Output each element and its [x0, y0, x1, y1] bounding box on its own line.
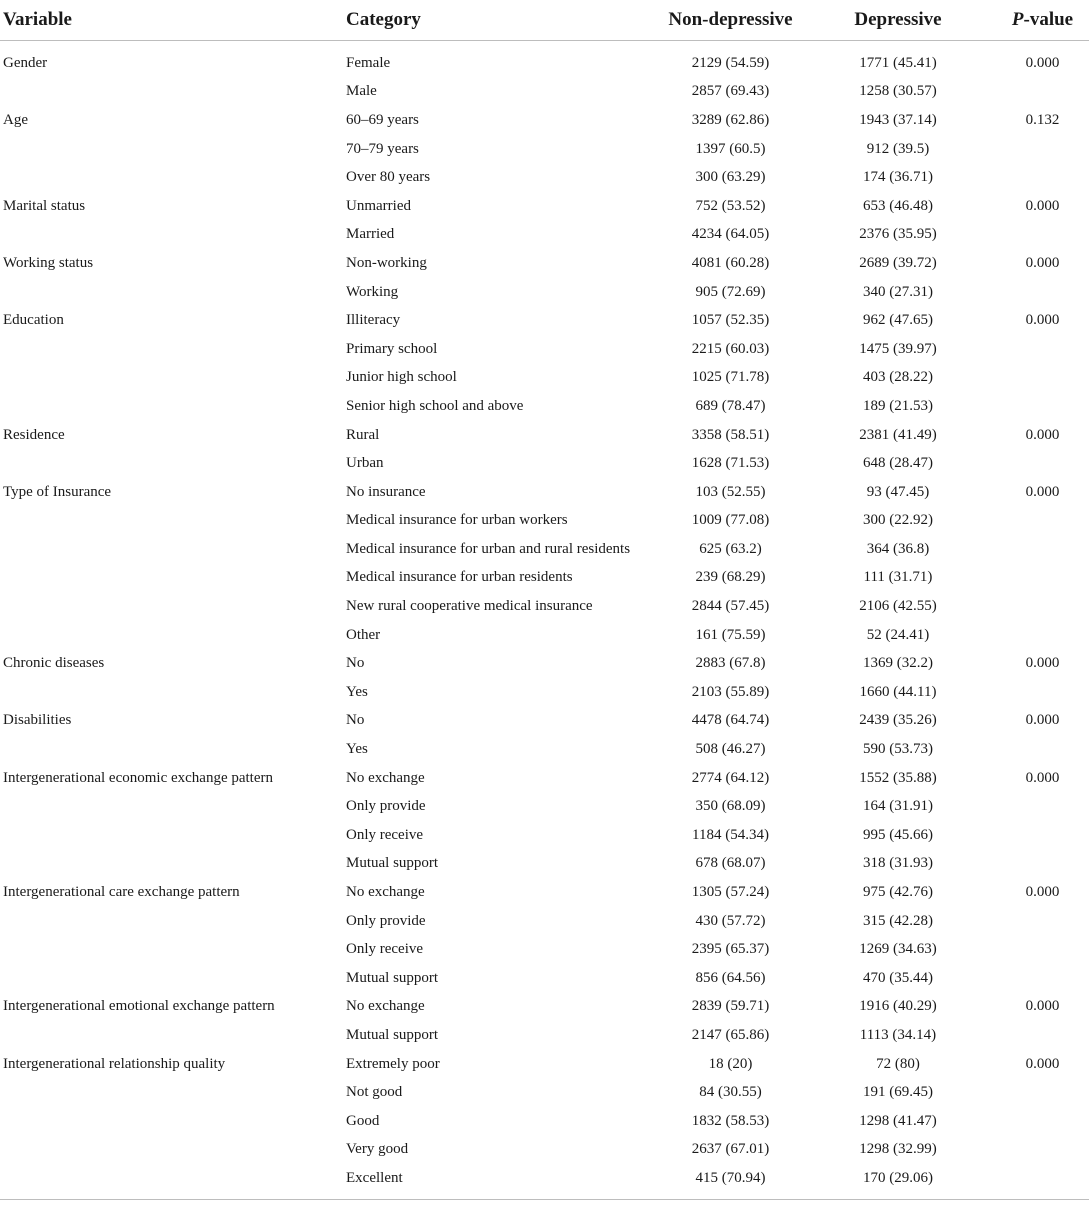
table-row [0, 564, 1089, 593]
cell-depressive: 403 (28.22) [863, 369, 933, 386]
table-row [0, 707, 1089, 736]
cell-category: Excellent [346, 1169, 403, 1186]
cell-non-depressive: 18 (20) [708, 1055, 753, 1072]
cell-variable [0, 135, 346, 164]
cell-variable [0, 735, 346, 764]
cell-category: 70–79 years [346, 140, 419, 157]
table-row [0, 41, 1089, 78]
table-row [0, 878, 1089, 907]
cell-variable: Education [3, 312, 64, 329]
cell-depressive: 2376 (35.95) [859, 226, 937, 243]
cell-depressive: 962 (47.65) [863, 312, 933, 329]
cell-non-depressive: 4234 (64.05) [691, 226, 770, 243]
cell-depressive: 318 (31.93) [863, 855, 933, 872]
cell-depressive: 995 (45.66) [863, 826, 933, 843]
cell-p-value: 0.000 [1025, 483, 1060, 500]
cell-depressive: 912 (39.5) [866, 140, 930, 157]
cell-depressive: 111 (31.71) [863, 569, 933, 586]
cell-depressive: 2381 (41.49) [859, 426, 937, 443]
cell-variable [0, 821, 346, 850]
table-row [0, 678, 1089, 707]
cell-p-value [993, 221, 1089, 250]
cell-p-value: 0.000 [1025, 426, 1060, 443]
cell-p-value: 0.000 [1025, 312, 1060, 329]
cell-non-depressive: 689 (78.47) [695, 397, 766, 414]
table-row [0, 478, 1089, 507]
table-row [0, 507, 1089, 536]
cell-category: 60–69 years [346, 111, 419, 128]
cell-p-value [993, 907, 1089, 936]
cell-depressive: 1475 (39.97) [859, 340, 937, 357]
cell-category: New rural cooperative medical insurance [346, 598, 593, 615]
table-row [0, 907, 1089, 936]
cell-category: Mutual support [346, 1026, 439, 1043]
cell-non-depressive: 905 (72.69) [695, 283, 766, 300]
header-depressive: Depressive [803, 0, 993, 41]
cell-category: Only receive [346, 826, 424, 843]
cell-p-value [993, 335, 1089, 364]
cell-non-depressive: 1305 (57.24) [691, 884, 770, 901]
cell-category: Other [346, 626, 381, 643]
cell-p-value [993, 735, 1089, 764]
cell-non-depressive: 1628 (71.53) [691, 455, 770, 472]
cell-category: Medical insurance for urban and rural residents [346, 540, 631, 557]
cell-variable: Intergenerational relationship quality [3, 1055, 226, 1072]
cell-p-value [993, 1164, 1089, 1199]
cell-depressive: 315 (42.28) [863, 912, 933, 929]
cell-depressive: 93 (47.45) [866, 483, 930, 500]
cell-variable [0, 678, 346, 707]
cell-category: Illiteracy [346, 312, 401, 329]
cell-p-value [993, 1107, 1089, 1136]
cell-non-depressive: 2637 (67.01) [691, 1141, 770, 1158]
cell-non-depressive: 350 (68.09) [695, 798, 766, 815]
cell-non-depressive: 4081 (60.28) [691, 254, 770, 271]
cell-category: Working [346, 283, 399, 300]
cell-variable [0, 1078, 346, 1107]
cell-variable [0, 792, 346, 821]
cell-depressive: 174 (36.71) [863, 169, 933, 186]
table-row [0, 964, 1089, 993]
cell-p-value [993, 135, 1089, 164]
cell-variable [0, 564, 346, 593]
cell-category: Extremely poor [346, 1055, 440, 1072]
cell-variable [0, 907, 346, 936]
header-variable: Variable [0, 0, 346, 41]
cell-non-depressive: 2857 (69.43) [691, 83, 770, 100]
cell-category: Only provide [346, 912, 426, 929]
footer-rule-cell [0, 1199, 1089, 1220]
cell-non-depressive: 2215 (60.03) [691, 340, 770, 357]
header-non-depressive: Non-depressive [658, 0, 803, 41]
table-row [0, 821, 1089, 850]
cell-variable [0, 1107, 346, 1136]
cell-category: Female [346, 54, 391, 71]
cell-p-value: 0.000 [1025, 1055, 1060, 1072]
table-row [0, 1078, 1089, 1107]
cell-non-depressive: 84 (30.55) [699, 1084, 762, 1101]
table-row [0, 850, 1089, 879]
footer-rule [0, 1199, 1089, 1220]
cell-variable [0, 964, 346, 993]
cell-non-depressive: 2103 (55.89) [691, 683, 770, 700]
cell-p-value [993, 964, 1089, 993]
cell-p-value [993, 1136, 1089, 1165]
cell-category: Only provide [346, 798, 426, 815]
cell-p-value [993, 592, 1089, 621]
header-p-value-suffix: -value [1023, 9, 1074, 30]
cell-p-value: 0.000 [1025, 254, 1060, 271]
cell-p-value: 0.000 [1025, 197, 1060, 214]
cell-variable: Type of Insurance [3, 483, 112, 500]
table-row [0, 135, 1089, 164]
cell-non-depressive: 1057 (52.35) [691, 312, 770, 329]
cell-variable: Disabilities [3, 712, 72, 729]
cell-category: No exchange [346, 998, 425, 1015]
cell-non-depressive: 300 (63.29) [695, 169, 766, 186]
cell-p-value [993, 278, 1089, 307]
cell-p-value [993, 1021, 1089, 1050]
cell-category: Primary school [346, 340, 438, 357]
cell-category: Mutual support [346, 969, 439, 986]
cell-p-value: 0.000 [1025, 655, 1060, 672]
header-row [0, 0, 1089, 41]
cell-non-depressive: 3358 (58.51) [691, 426, 770, 443]
table-header [0, 0, 1089, 41]
table-row [0, 993, 1089, 1022]
cell-non-depressive: 1025 (71.78) [691, 369, 770, 386]
cell-variable [0, 163, 346, 192]
cell-p-value: 0.132 [1025, 111, 1060, 128]
cell-p-value: 0.000 [1025, 884, 1060, 901]
cell-depressive: 1298 (41.47) [859, 1112, 937, 1129]
cell-non-depressive: 1397 (60.5) [695, 140, 766, 157]
cell-p-value [993, 1078, 1089, 1107]
cell-category: Only receive [346, 941, 424, 958]
cell-variable [0, 935, 346, 964]
cell-variable: Gender [3, 54, 48, 71]
cell-depressive: 72 (80) [876, 1055, 920, 1072]
table-row [0, 621, 1089, 650]
cell-p-value: 0.000 [1025, 712, 1060, 729]
cell-depressive: 648 (28.47) [863, 455, 933, 472]
cell-category: Very good [346, 1141, 409, 1158]
cell-depressive: 590 (53.73) [863, 741, 933, 758]
cell-variable [0, 621, 346, 650]
cell-variable [0, 507, 346, 536]
cell-p-value [993, 364, 1089, 393]
cell-non-depressive: 103 (52.55) [695, 483, 766, 500]
table-row [0, 592, 1089, 621]
cell-depressive: 470 (35.44) [863, 969, 933, 986]
cell-non-depressive: 856 (64.56) [695, 969, 766, 986]
table-row [0, 764, 1089, 793]
table-row [0, 335, 1089, 364]
cell-variable [0, 449, 346, 478]
cell-non-depressive: 4478 (64.74) [691, 712, 770, 729]
header-p-value [993, 0, 1089, 41]
cell-depressive: 2689 (39.72) [859, 254, 937, 271]
cell-depressive: 2106 (42.55) [859, 598, 937, 615]
cell-non-depressive: 1832 (58.53) [691, 1112, 770, 1129]
cell-variable [0, 1136, 346, 1165]
cell-non-depressive: 161 (75.59) [695, 626, 766, 643]
cell-category: Junior high school [346, 369, 457, 386]
cell-category: No [346, 712, 365, 729]
cell-p-value [993, 392, 1089, 421]
table-row [0, 421, 1089, 450]
cell-variable: Marital status [3, 197, 86, 214]
table-row [0, 1136, 1089, 1165]
table-body [0, 41, 1089, 1200]
table-row [0, 792, 1089, 821]
cell-category: No [346, 655, 365, 672]
cell-p-value [993, 935, 1089, 964]
cell-depressive: 1660 (44.11) [859, 683, 937, 700]
table-row [0, 935, 1089, 964]
cell-non-depressive: 2147 (65.86) [691, 1026, 770, 1043]
cell-non-depressive: 1009 (77.08) [691, 512, 770, 529]
cell-non-depressive: 2395 (65.37) [691, 941, 770, 958]
cell-non-depressive: 625 (63.2) [699, 540, 762, 557]
cell-non-depressive: 2883 (67.8) [695, 655, 766, 672]
cell-depressive: 170 (29.06) [863, 1169, 933, 1186]
cell-variable: Working status [3, 254, 94, 271]
cell-category: Yes [346, 741, 368, 758]
table-row [0, 1107, 1089, 1136]
cell-non-depressive: 3289 (62.86) [691, 111, 770, 128]
cell-depressive: 1943 (37.14) [859, 111, 937, 128]
cell-category: No exchange [346, 884, 425, 901]
cell-category: Over 80 years [346, 169, 431, 186]
cell-variable: Chronic diseases [3, 655, 105, 672]
table-row [0, 364, 1089, 393]
cell-depressive: 1269 (34.63) [859, 941, 937, 958]
cell-non-depressive: 2844 (57.45) [691, 598, 770, 615]
cell-variable: Residence [3, 426, 65, 443]
cell-category: Mutual support [346, 855, 439, 872]
cell-variable [0, 78, 346, 107]
cell-category: No exchange [346, 769, 425, 786]
table-row [0, 163, 1089, 192]
cell-variable [0, 335, 346, 364]
cell-category: No insurance [346, 483, 426, 500]
table-row [0, 1164, 1089, 1199]
cell-depressive: 1771 (45.41) [859, 54, 937, 71]
cell-p-value: 0.000 [1025, 54, 1060, 71]
table-row [0, 392, 1089, 421]
cell-category: Not good [346, 1084, 403, 1101]
cell-depressive: 653 (46.48) [863, 197, 933, 214]
cell-depressive: 1113 (34.14) [859, 1026, 937, 1043]
cell-depressive: 1369 (32.2) [863, 655, 933, 672]
cell-non-depressive: 508 (46.27) [695, 741, 766, 758]
cell-depressive: 164 (31.91) [863, 798, 933, 815]
table-row [0, 221, 1089, 250]
cell-depressive: 2439 (35.26) [859, 712, 937, 729]
cell-p-value: 0.000 [1025, 998, 1060, 1015]
cell-category: Rural [346, 426, 380, 443]
cell-category: Married [346, 226, 395, 243]
cell-category: Unmarried [346, 197, 411, 214]
header-category: Category [346, 0, 658, 41]
cell-category: Yes [346, 683, 368, 700]
table-row [0, 1050, 1089, 1079]
cell-non-depressive: 1184 (54.34) [692, 826, 769, 843]
cell-p-value [993, 535, 1089, 564]
cell-non-depressive: 430 (57.72) [695, 912, 766, 929]
cell-variable [0, 364, 346, 393]
cell-p-value [993, 621, 1089, 650]
cell-non-depressive: 239 (68.29) [695, 569, 766, 586]
cell-p-value [993, 821, 1089, 850]
cell-depressive: 189 (21.53) [863, 397, 933, 414]
cell-p-value [993, 850, 1089, 879]
cell-depressive: 1258 (30.57) [859, 83, 937, 100]
cell-depressive: 191 (69.45) [863, 1084, 933, 1101]
cell-p-value [993, 449, 1089, 478]
table-row [0, 78, 1089, 107]
cell-variable [0, 278, 346, 307]
table-row [0, 1021, 1089, 1050]
table-row [0, 535, 1089, 564]
cell-depressive: 975 (42.76) [863, 884, 933, 901]
cell-non-depressive: 678 (68.07) [695, 855, 766, 872]
cell-category: Medical insurance for urban workers [346, 512, 568, 529]
cell-variable: Age [3, 111, 28, 128]
table-row [0, 249, 1089, 278]
header-p-value-italic: P [1011, 9, 1024, 30]
cell-non-depressive: 2129 (54.59) [691, 54, 770, 71]
cell-depressive: 340 (27.31) [863, 283, 933, 300]
table-footer [0, 1199, 1089, 1220]
cell-category: Male [346, 83, 377, 100]
cell-variable: Intergenerational emotional exchange pattern [3, 998, 275, 1015]
cell-category: Non-working [346, 254, 427, 271]
cell-variable [0, 1164, 346, 1199]
cell-p-value [993, 163, 1089, 192]
cell-depressive: 300 (22.92) [863, 512, 933, 529]
cell-category: Urban [346, 455, 384, 472]
cell-depressive: 1298 (32.99) [859, 1141, 937, 1158]
table-row [0, 735, 1089, 764]
cell-category: Senior high school and above [346, 397, 524, 414]
table-row [0, 306, 1089, 335]
cell-variable: Intergenerational economic exchange pattern [3, 769, 274, 786]
cell-variable [0, 850, 346, 879]
cell-non-depressive: 415 (70.94) [695, 1169, 766, 1186]
cell-p-value [993, 792, 1089, 821]
cell-p-value [993, 507, 1089, 536]
table-row [0, 449, 1089, 478]
cell-variable: Intergenerational care exchange pattern [3, 884, 240, 901]
cell-depressive: 1552 (35.88) [859, 769, 937, 786]
cell-p-value [993, 78, 1089, 107]
cell-variable [0, 535, 346, 564]
cell-p-value [993, 564, 1089, 593]
table-row [0, 106, 1089, 135]
cell-variable [0, 1021, 346, 1050]
cell-depressive: 1916 (40.29) [859, 998, 937, 1015]
cell-non-depressive: 752 (53.52) [695, 197, 766, 214]
cell-variable [0, 221, 346, 250]
cell-p-value [993, 678, 1089, 707]
cell-category: Good [346, 1112, 380, 1129]
cell-non-depressive: 2774 (64.12) [691, 769, 770, 786]
table-row [0, 649, 1089, 678]
cell-p-value: 0.000 [1025, 769, 1060, 786]
cell-depressive: 364 (36.8) [866, 540, 930, 557]
table-row [0, 278, 1089, 307]
cell-depressive: 52 (24.41) [866, 626, 930, 643]
table-row [0, 192, 1089, 221]
cell-variable [0, 592, 346, 621]
cell-variable [0, 392, 346, 421]
cell-category: Medical insurance for urban residents [346, 569, 573, 586]
cell-non-depressive: 2839 (59.71) [691, 998, 770, 1015]
